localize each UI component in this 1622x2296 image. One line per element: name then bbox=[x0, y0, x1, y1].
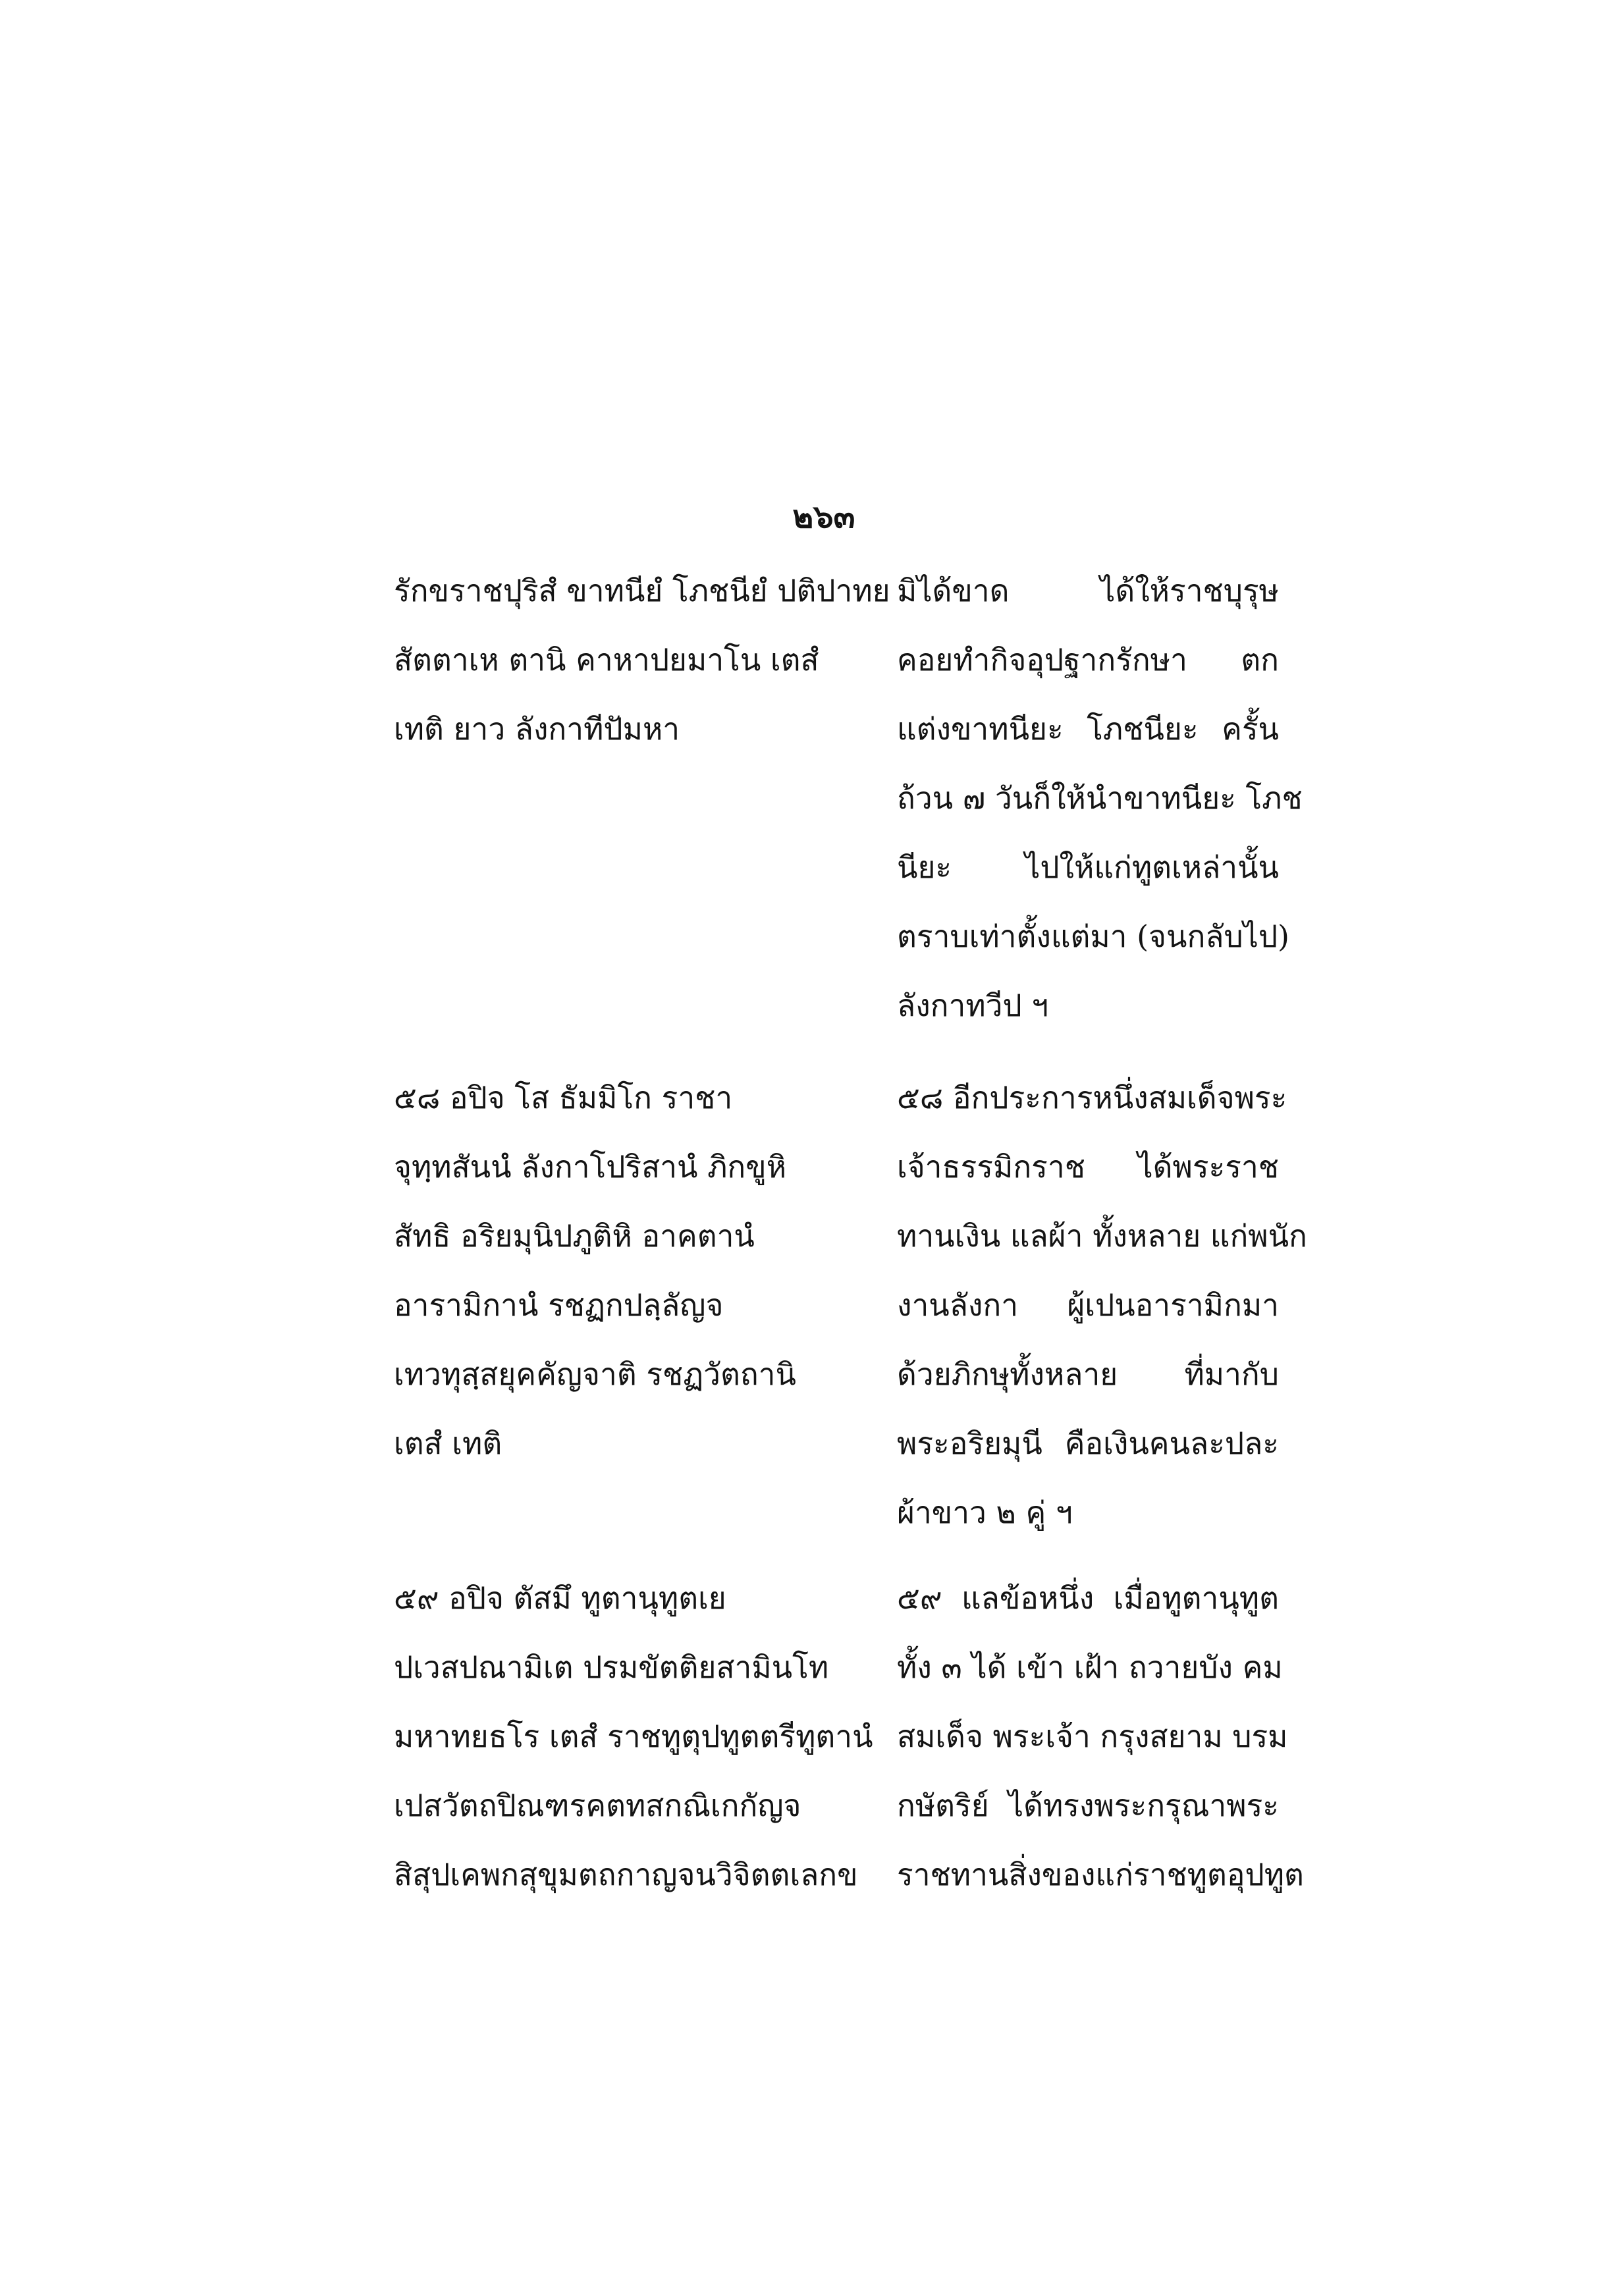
thai-column bbox=[897, 1063, 1307, 1547]
thai-line: ราชทานสิ่งของแก่ราชทูตอุปทูต bbox=[897, 1857, 1304, 1892]
thai-column bbox=[897, 556, 1303, 1040]
thai-line: มิได้ขาด ได้ให้ราชบุรุษ bbox=[897, 573, 1279, 608]
pali-column bbox=[394, 1564, 884, 1909]
page-number: ๒๖๓ bbox=[792, 498, 855, 535]
thai-line: แต่งขาทนียะ โภชนียะ ครั้น bbox=[897, 711, 1279, 747]
thai-line: กษัตริย์ ได้ทรงพระกรุณาพระ bbox=[897, 1788, 1279, 1823]
thai-line: ทั้ง ๓ ได้ เข้า เฝ้า ถวายบัง คม bbox=[897, 1649, 1283, 1685]
thai-line: เจ้าธรรมิกราช ได้พระราช bbox=[897, 1149, 1279, 1185]
thai-line: ลังกาทวีป ฯ bbox=[897, 988, 1049, 1023]
pali-line: สัทธิ อริยมุนิปภูติหิ อาคตานํ bbox=[394, 1218, 755, 1254]
thai-line: ๕๙ แลข้อหนึ่ง เมื่อทูตานุทูต bbox=[897, 1580, 1279, 1616]
thai-line: ตราบเท่าตั้งแต่มา (จนกลับไป) bbox=[897, 919, 1289, 954]
pali-line: เทวทุสฺสยุคคัญจาติ รชฏวัตถานิ bbox=[394, 1356, 796, 1392]
pali-column bbox=[394, 1063, 884, 1478]
pali-line: สิสุปเคพกสุขุมตถกาญจนวิจิตตเลกข bbox=[394, 1857, 858, 1892]
thai-line: ผ้าขาว ๒ คู่ ฯ bbox=[897, 1495, 1073, 1530]
pali-line: เปสวัตถปิณฑรคตทสกณิเกกัญจ bbox=[394, 1788, 801, 1823]
thai-line: ถ้วน ๗ วันก็ให้นำขาทนียะ โภช bbox=[897, 780, 1303, 816]
pali-line: ๕๙ อปิจ ตัสมึ ทูตานุทูตเย bbox=[394, 1580, 726, 1616]
thai-line: คอยทำกิจอุปฐากรักษา ตก bbox=[897, 642, 1279, 678]
pali-line: ๕๘ อปิจ โส ธัมมิโก ราชา bbox=[394, 1080, 733, 1115]
thai-line: นียะ ไปให้แก่ทูตเหล่านั้น bbox=[897, 849, 1279, 885]
pali-line: อารามิกานํ รชฏกปลฺลัญจ bbox=[394, 1287, 724, 1323]
thai-line: พระอริยมุนี คือเงินคนละปละ bbox=[897, 1426, 1279, 1461]
pali-line: รักขราชปุริสํ ขาทนียํ โภชนียํ ปติปาทย bbox=[394, 573, 890, 608]
thai-line: สมเด็จ พระเจ้า กรุงสยาม บรม bbox=[897, 1719, 1288, 1754]
thai-column bbox=[897, 1564, 1304, 1909]
pali-line: เตสํ เทติ bbox=[394, 1426, 502, 1461]
thai-line: ด้วยภิกษุทั้งหลาย ที่มากับ bbox=[897, 1356, 1279, 1392]
thai-line: ๕๘ อีกประการหนึ่งสมเด็จพระ bbox=[897, 1080, 1287, 1115]
thai-line: ทานเงิน แลผ้า ทั้งหลาย แก่พนัก bbox=[897, 1218, 1307, 1254]
pali-line: มหาทยธโร เตสํ ราชทูตุปทูตตรีทูตานํ bbox=[394, 1719, 873, 1754]
pali-column bbox=[394, 556, 890, 764]
pali-line: จุทฺทสันนํ ลังกาโปริสานํ ภิกขูหิ bbox=[394, 1149, 787, 1185]
pali-line: สัตตาเห ตานิ คาหาปยมาโน เตสํ bbox=[394, 642, 819, 678]
thai-line: งานลังกา ผู้เปนอารามิกมา bbox=[897, 1287, 1279, 1323]
pali-line: เทติ ยาว ลังกาทีปัมหา bbox=[394, 711, 680, 747]
pali-line: ปเวสปณามิเต ปรมขัตติยสามินโท bbox=[394, 1649, 829, 1685]
